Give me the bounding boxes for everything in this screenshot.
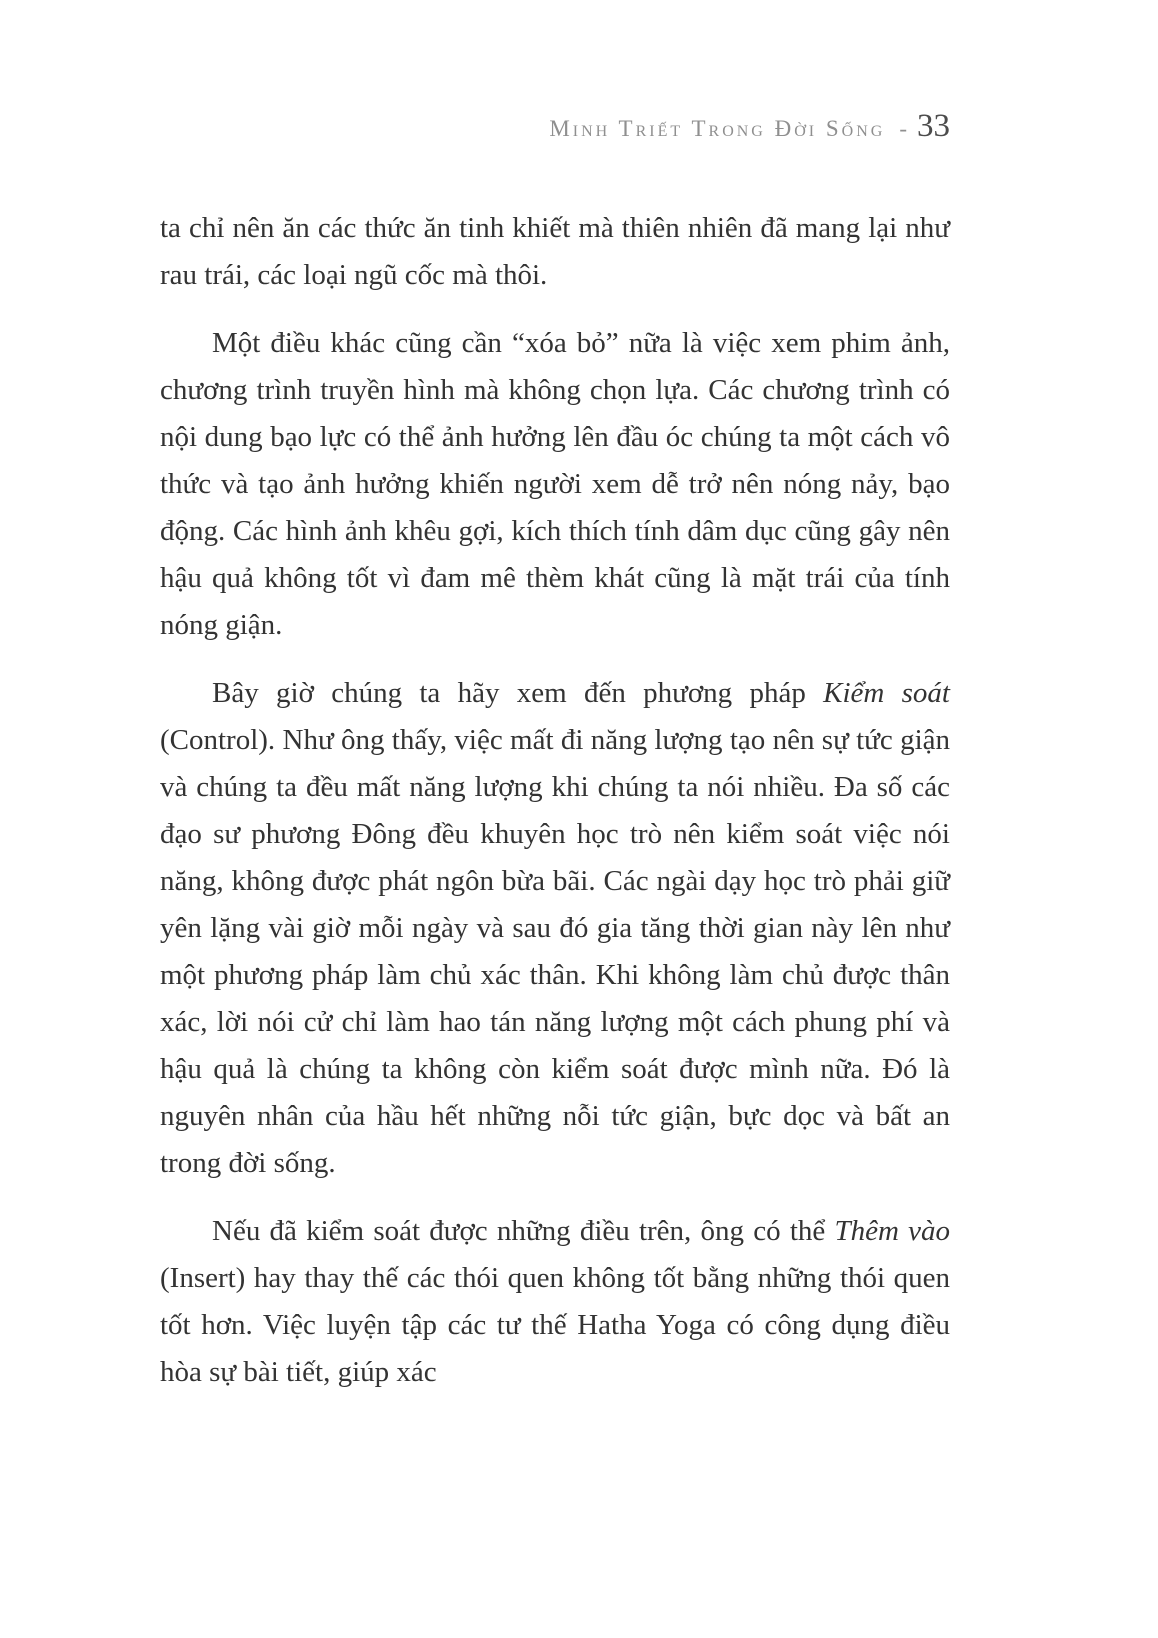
text-segment: Bây giờ chúng ta hãy xem đến phương pháp <box>212 677 824 709</box>
paragraph <box>160 320 950 649</box>
running-title: Minh Triết Trong Đời Sống <box>549 116 886 141</box>
text-segment: Nếu đã kiểm soát được những điều trên, ông có thể <box>212 1215 835 1247</box>
text-segment: (Insert) hay thay thế các thói quen không tốt bằng những thói quen tốt hơn. Việc luyện tập các tư thế Hatha Yoga có công dụng điều hòa sự bài tiết, giúp xác <box>160 1262 950 1388</box>
text-segment: ta chỉ nên ăn các thức ăn tinh khiết mà thiên nhiên đã mang lại như rau trái, các loại ngũ cốc mà thôi. <box>160 212 950 291</box>
page-number: 33 <box>917 108 950 144</box>
italic-text-segment: Kiểm soát <box>823 677 950 709</box>
italic-text-segment: Thêm vào <box>834 1215 950 1247</box>
text-segment: Một điều khác cũng cần “xóa bỏ” nữa là việc xem phim ảnh, chương trình truyền hình mà không chọn lựa. Các chương trình có nội dung bạo lực có thể ảnh hưởng lên đầu óc chúng ta một cách vô thức và tạo ảnh hưởng khiến người xem dễ trở nên nóng nảy, bạo động. Các hình ảnh khêu gợi, kích thích tính dâm dục cũng gây nên hậu quả không tốt vì đam mê thèm khát cũng là mặt trái của tính nóng giận. <box>160 327 950 641</box>
text-segment: (Control). Như ông thấy, việc mất đi năng lượng tạo nên sự tức giận và chúng ta đều mất năng lượng khi chúng ta nói nhiều. Đa số các đạo sư phương Đông đều khuyên học trò nên kiểm soát việc nói năng, không được phát ngôn bừa bãi. Các ngài dạy học trò phải giữ yên lặng vài giờ mỗi ngày và sau đó gia tăng thời gian này lên như một phương pháp làm chủ xác thân. Khi không làm chủ được thân xác, lời nói cử chỉ làm hao tán năng lượng một cách phung phí và hậu quả là chúng ta không còn kiểm soát được mình nữa. Đó là nguyên nhân của hầu hết những nỗi tức giận, bực dọc và bất an trong đời sống. <box>160 724 950 1179</box>
page-body <box>160 205 950 1396</box>
header-separator: - <box>899 116 907 141</box>
paragraph <box>160 1208 950 1396</box>
paragraph <box>160 670 950 1187</box>
running-header <box>160 108 950 145</box>
paragraph <box>160 205 950 299</box>
